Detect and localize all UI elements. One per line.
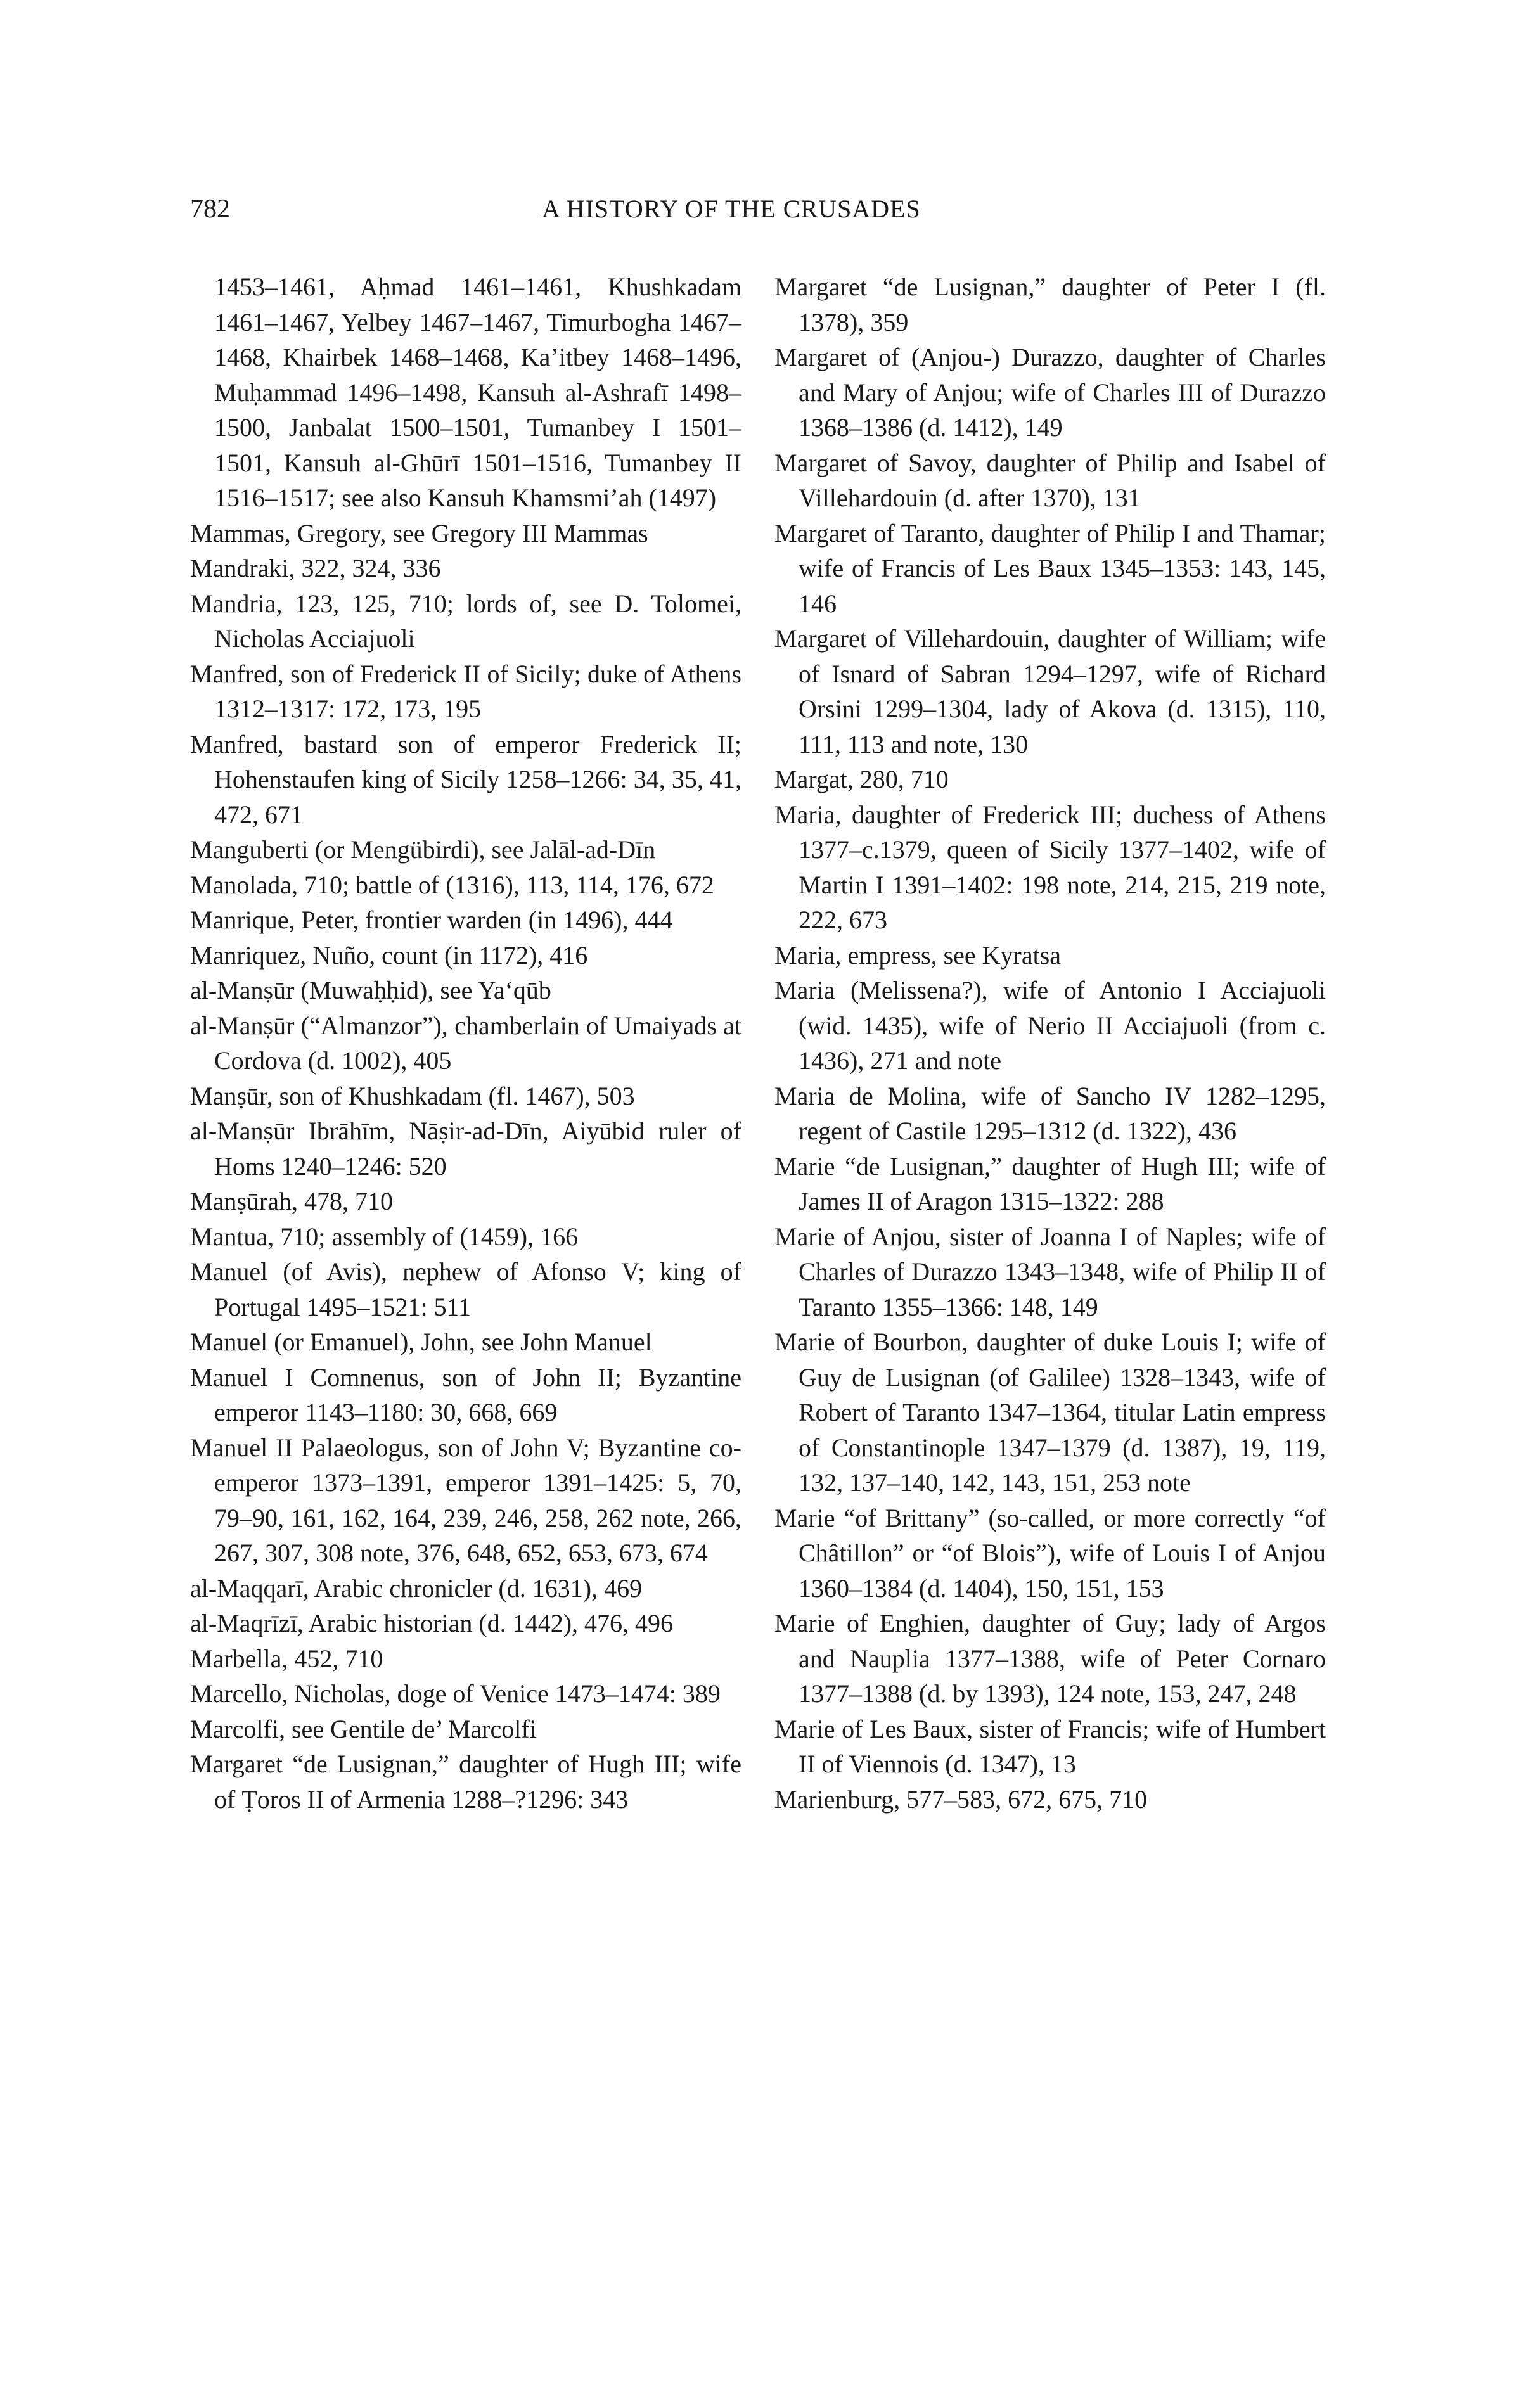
index-entry: Marie “of Brittany” (so-called, or more correctly “of Châtillon” or “of Blois”), wife of Louis I of Anjou 1360–1384 (d. 1404), 150, 151, 153 [774,1503,1326,1603]
index-entry: Manṣūrah, 478, 710 [190,1187,393,1215]
index-entry: Manriquez, Nuño, count (in 1172), 416 [190,940,588,970]
index-entry: Margaret of Taranto, daughter of Philip I and Thamar; wife of Francis of Les Baux 1345–1353: 143, 145, 146 [774,518,1326,618]
index-entry: al-Manṣūr (“Almanzor”), chamberlain of Umaiyads at Cordova (d. 1002), 405 [190,1011,741,1075]
index-column-right [774,269,1326,1817]
index-column-left [190,269,741,1817]
index-entry: 1453–1461, Aḥmad 1461–1461, Khushkadam 1461–1467, Yelbey 1467–1467, Timurbogha 1467–1468, Khairbek 1468–1468, Ka’itbey 1468–1496, Muḥammad 1496–1498, Kansuh al-Ashrafī 1498–1500, Janbalat 1500–1501, Tumanbey I 1501–1501, Kansuh al-Ghūrī 1501–1516, Tumanbey II 1516–1517; see also Kansuh Khamsmi’ah (1497) [214,272,741,512]
index-entry: al-Manṣūr (Muwaḥḥid), see Ya‘qūb [190,976,551,1004]
index-entry: Margaret “de Lusignan,” daughter of Peter I (fl. 1378), 359 [774,272,1326,336]
index-entry: al-Maqqarī, Arabic chronicler (d. 1631), 469 [190,1573,643,1603]
index-entry: Margat, 280, 710 [774,765,949,793]
index-entry: Marie of Bourbon, daughter of duke Louis I; wife of Guy de Lusignan (of Galilee) 1328–1343, wife of Robert of Taranto 1347–1364, titular Latin empress of Constantinople 1347–1379 (d. 1387), 19, 119, 132, 137–140, 142, 143, 151, 253 note [774,1328,1326,1497]
index-entry: Manfred, bastard son of emperor Frederick II; Hohenstaufen king of Sicily 1258–1266: 34, 35, 41, 472, 671 [190,729,741,829]
index-entry: Manolada, 710; battle of (1316), 113, 114, 176, 672 [190,870,714,899]
index-entry: Manuel (of Avis), nephew of Afonso V; king of Portugal 1495–1521: 511 [190,1257,741,1321]
index-entry: Mandraki, 322, 324, 336 [190,554,441,582]
page-number: 782 [190,195,230,224]
index-entry: Marie “de Lusignan,” daughter of Hugh III; wife of James II of Aragon 1315–1322: 288 [774,1151,1326,1215]
index-entry: Maria (Melissena?), wife of Antonio I Acciajuoli (wid. 1435), wife of Nerio II Acciajuoli (from c. 1436), 271 and note [774,976,1326,1075]
index-entry: Mantua, 710; assembly of (1459), 166 [190,1222,579,1251]
index-entry: Margaret “de Lusignan,” daughter of Hugh III; wife of Ṭoros II of Armenia 1288–?1296: 343 [190,1750,741,1814]
index-entry: Manrique, Peter, frontier warden (in 1496), 444 [190,906,673,934]
index-entry: Manuel (or Emanuel), John, see John Manuel [190,1328,652,1356]
index-entry: Manuel I Comnenus, son of John II; Byzantine emperor 1143–1180: 30, 668, 669 [190,1362,741,1426]
index-entry: Mammas, Gregory, see Gregory III Mammas [190,518,648,548]
index-entry: Marie of Enghien, daughter of Guy; lady of Argos and Nauplia 1377–1388, wife of Peter Cornaro 1377–1388 (d. by 1393), 124 note, 153, 247, 248 [774,1609,1326,1708]
index-entry: al-Manṣūr Ibrāhīm, Nāṣir-ad-Dīn, Aiyūbid ruler of Homs 1240–1246: 520 [190,1117,741,1181]
index-entry: Manfred, son of Frederick II of Sicily; duke of Athens 1312–1317: 172, 173, 195 [190,659,741,723]
index-entry: Manṣūr, son of Khushkadam (fl. 1467), 503 [190,1081,635,1110]
running-title: A HISTORY OF THE CRUSADES [542,195,921,223]
index-entry: Marie of Anjou, sister of Joanna I of Naples; wife of Charles of Durazzo 1343–1348, wife of Philip II of Taranto 1355–1366: 148, 149 [774,1222,1326,1321]
index-entry: Maria, empress, see Kyratsa [774,940,1062,970]
index-entry: Margaret of Villehardouin, daughter of William; wife of Isnard of Sabran 1294–1297, wife of Richard Orsini 1299–1304, lady of Akova (d. 1315), 110, 111, 113 and note, 130 [774,624,1326,759]
index-entry: al-Maqrīzī, Arabic historian (d. 1442), 476, 496 [190,1609,674,1637]
index-entry: Margaret of (Anjou-) Durazzo, daughter of Charles and Mary of Anjou; wife of Charles III of Durazzo 1368–1386 (d. 1412), 149 [774,343,1326,442]
running-header [0,194,1521,232]
index-entry: Margaret of Savoy, daughter of Philip and Isabel of Villehardouin (d. after 1370), 131 [774,448,1326,512]
index-entry: Marcello, Nicholas, doge of Venice 1473–1474: 389 [190,1679,721,1708]
index-entry: Mandria, 123, 125, 710; lords of, see D. Tolomei, Nicholas Acciajuoli [190,589,741,653]
index-entry: Maria de Molina, wife of Sancho IV 1282–1295, regent of Castile 1295–1312 (d. 1322), 436 [774,1081,1326,1145]
index-entry: Marcolfi, see Gentile de’ Marcolfi [190,1714,537,1743]
index-entry: Marbella, 452, 710 [190,1644,383,1673]
index-entry: Marie of Les Baux, sister of Francis; wife of Humbert II of Viennois (d. 1347), 13 [774,1714,1326,1778]
index-entry: Marienburg, 577–583, 672, 675, 710 [774,1784,1148,1814]
index-entry: Maria, daughter of Frederick III; duchess of Athens 1377–c.1379, queen of Sicily 1377–1402, wife of Martin I 1391–1402: 198 note, 214, 215, 219 note, 222, 673 [774,800,1326,934]
index-entry: Manguberti (or Mengübirdi), see Jalāl-ad-Dīn [190,835,656,864]
index-entry: Manuel II Palaeologus, son of John V; Byzantine co-emperor 1373–1391, emperor 1391–1425: 5, 70, 79–90, 161, 162, 164, 239, 246, 258, 262 note, 266, 267, 307, 308 note, 376, 648, 652, 653, 673, 674 [190,1433,741,1567]
